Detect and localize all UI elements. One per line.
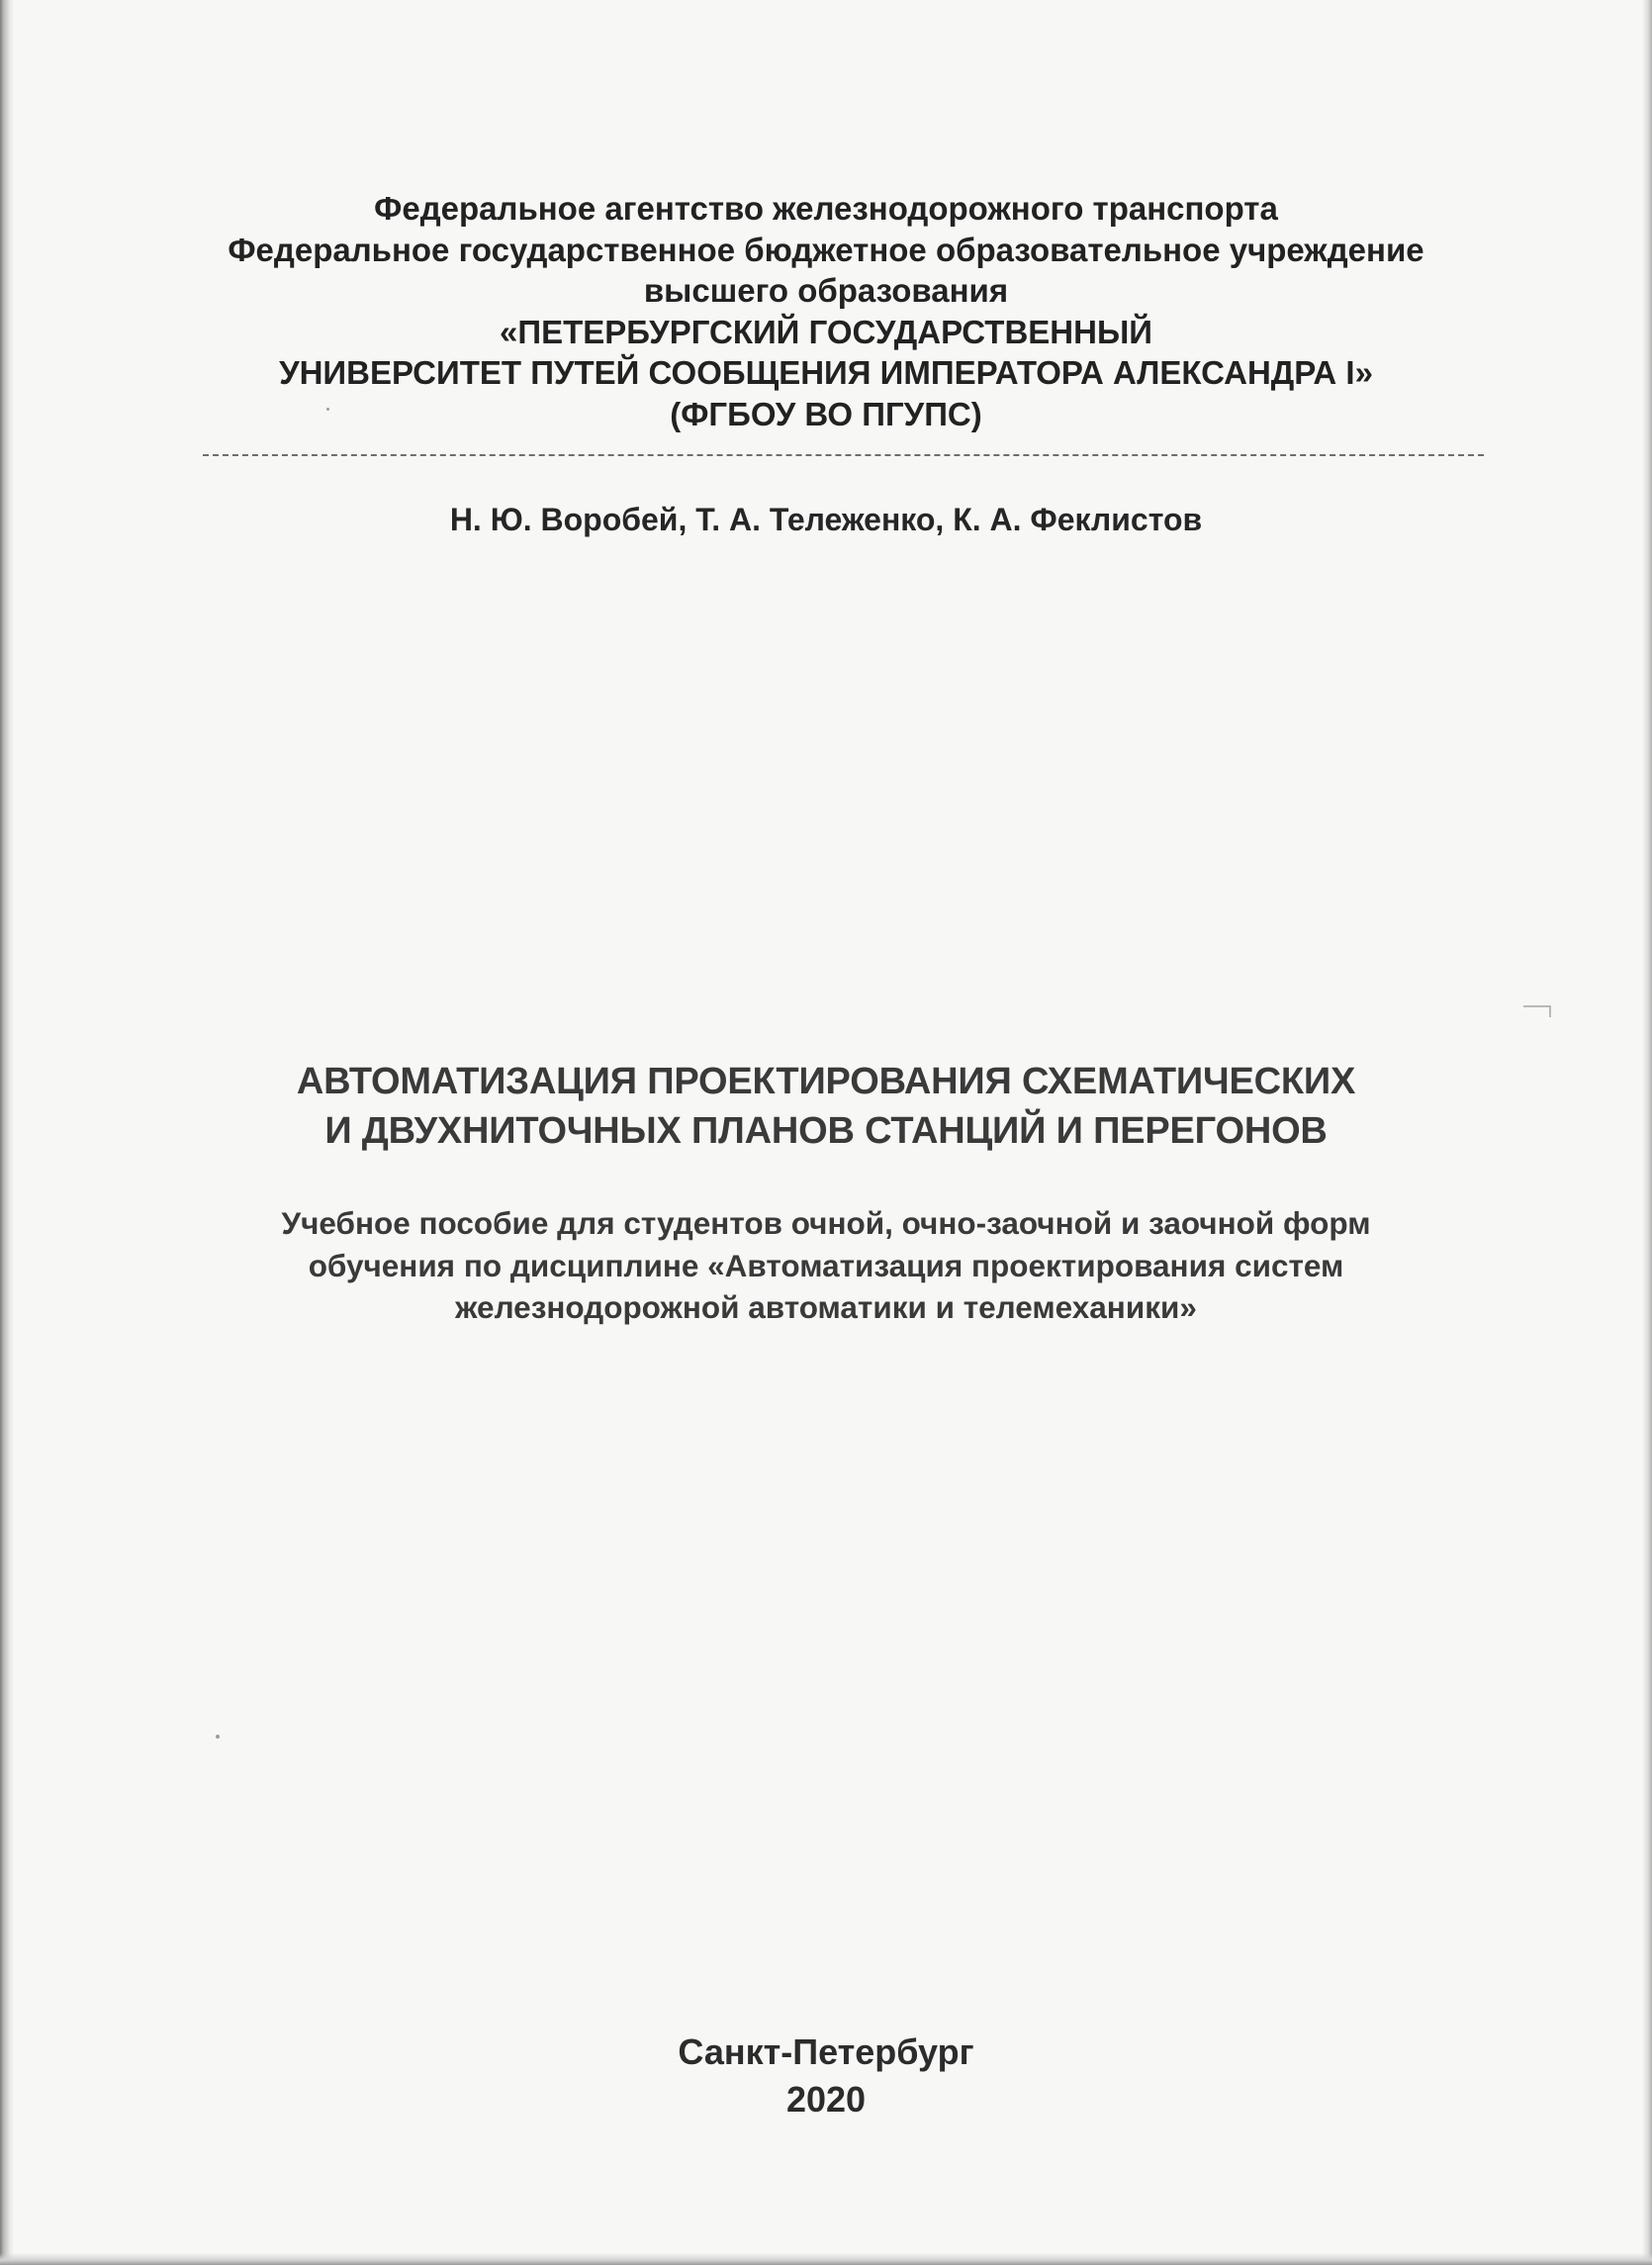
- subtitle-line-2: обучения по дисциплине «Автоматизация проектирования систем: [308, 1247, 1344, 1283]
- scan-corner-mark: [1523, 1005, 1551, 1017]
- header-line-agency: Федеральное агентство железнодорожного транспорта: [374, 190, 1278, 227]
- title-line-2: И ДВУХНИТОЧНЫХ ПЛАНОВ СТАНЦИЙ И ПЕРЕГОНОВ: [324, 1110, 1328, 1152]
- authors: Н. Ю. Воробей, Т. А. Тележенко, К. А. Феклистов: [449, 502, 1203, 537]
- title-line-1: АВТОМАТИЗАЦИЯ ПРОЕКТИРОВАНИЯ СХЕМАТИЧЕСКИХ: [296, 1061, 1356, 1102]
- scan-edge-bottom: [0, 2253, 1652, 2265]
- publication-year: 2020: [785, 2079, 867, 2120]
- header-line-education-level: высшего образования: [643, 272, 1009, 309]
- header-line-institution-type: Федеральное государственное бюджетное образовательное учреждение: [228, 231, 1424, 268]
- subtitle-line-3: железнодорожной автоматики и телемеханики»: [455, 1289, 1197, 1325]
- header-line-university-name-2: УНИВЕРСИТЕТ ПУТЕЙ СООБЩЕНИЯ ИМПЕРАТОРА АЛЕКСАНДРА I»: [279, 354, 1373, 391]
- header-line-abbreviation: (ФГБОУ ВО ПГУПС): [670, 395, 982, 432]
- subtitle-line-1: Учебное пособие для студентов очной, очно-заочной и заочной форм: [281, 1205, 1371, 1241]
- publication-info: [0, 2029, 1652, 2123]
- institution-header: [0, 188, 1652, 434]
- scan-speck: [216, 1735, 220, 1739]
- header-line-university-name-1: «ПЕТЕРБУРГСКИЙ ГОСУДАРСТВЕННЫЙ: [500, 313, 1152, 350]
- publication-city: Санкт-Петербург: [678, 2031, 974, 2072]
- header-divider: [203, 454, 1484, 456]
- scan-speck: [326, 408, 329, 411]
- document-title: [0, 1057, 1652, 1156]
- document-subtitle: [0, 1202, 1652, 1329]
